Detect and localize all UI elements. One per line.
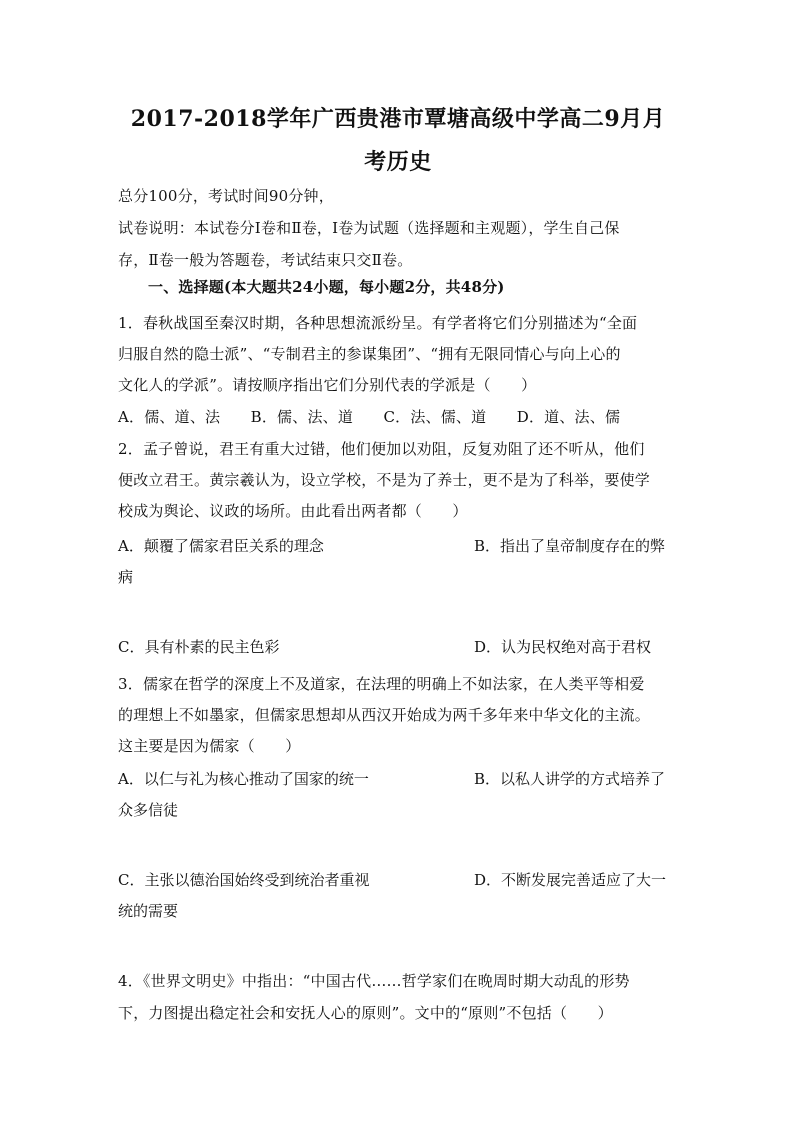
q3-option-b: B．以私人讲学的方式培养了: [474, 770, 666, 788]
q1-stem-line-2: 归服自然的隐士派”、“专制君主的参谋集团”、“拥有无限同情心与向上心的: [118, 345, 621, 363]
q2-option-a: A．颠覆了儒家君臣关系的理念: [118, 537, 324, 555]
q3-option-c: C．主张以德治国始终受到统治者重视: [118, 871, 370, 889]
exam-total-info: 总分100分，考试时间90分钟，: [118, 187, 334, 205]
exam-instructions-line-1: 试卷说明：本试卷分Ⅰ卷和Ⅱ卷，Ⅰ卷为试题（选择题和主观题），学生自己保: [118, 219, 620, 237]
q2-option-d: D．认为民权绝对高于君权: [474, 638, 652, 656]
q3-stem-line-2: 的理想上不如墨家，但儒家思想却从西汉开始成为两千多年来中华文化的主流。: [118, 706, 651, 724]
q1-stem-line-3: 文化人的学派”。请按顺序指出它们分别代表的学派是（ ）: [118, 376, 537, 394]
q4-stem-line-2: 下，力图提出稳定社会和安抚人心的原则”。文中的“原则”不包括（ ）: [118, 1004, 613, 1022]
exam-title-line-1: 2017-2018学年广西贵港市覃塘高级中学高二9月月: [130, 106, 666, 132]
q2-option-c: C．具有朴素的民主色彩: [118, 638, 280, 656]
q3-option-b-continued: 众多信徒: [118, 801, 179, 819]
q3-stem-line-3: 这主要是因为儒家（ ）: [118, 737, 301, 755]
q3-option-d-continued: 统的需要: [118, 902, 179, 920]
exam-instructions-line-2: 存，Ⅱ卷一般为答题卷，考试结束只交Ⅱ卷。: [118, 251, 413, 269]
q3-option-d: D．不断发展完善适应了大一: [474, 871, 667, 889]
q2-option-b: B．指出了皇帝制度存在的弊: [474, 537, 666, 555]
q3-option-a: A．以仁与礼为核心推动了国家的统一: [118, 770, 369, 788]
q4-stem-line-1: 4．《世界文明史》中指出：“中国古代……哲学家们在晚周时期大动乱的形势: [118, 972, 630, 990]
q2-stem-line-3: 校成为舆论、议政的场所。由此看出两者都（ ）: [118, 502, 468, 520]
q2-stem-line-2: 便改立君王。黄宗羲认为，设立学校，不是为了养士，更不是为了科举，要使学: [118, 471, 651, 489]
q2-stem-line-1: 2．孟子曾说，君王有重大过错，他们便加以劝阻，反复劝阻了还不听从，他们: [118, 440, 645, 458]
q3-stem-line-1: 3．儒家在哲学的深度上不及道家，在法理的明确上不如法家，在人类平等相爱: [118, 675, 645, 693]
q2-option-b-continued: 病: [118, 568, 134, 586]
exam-title-line-2: 考历史: [364, 149, 432, 175]
q1-stem-line-1: 1．春秋战国至秦汉时期，各种思想流派纷呈。有学者将它们分别描述为“全面: [118, 314, 638, 332]
q1-options: A．儒、道、法 B．儒、法、道 C．法、儒、道 D．道、法、儒: [118, 408, 621, 426]
section-heading: 一、选择题(本大题共24小题，每小题2分，共48分): [148, 278, 505, 296]
